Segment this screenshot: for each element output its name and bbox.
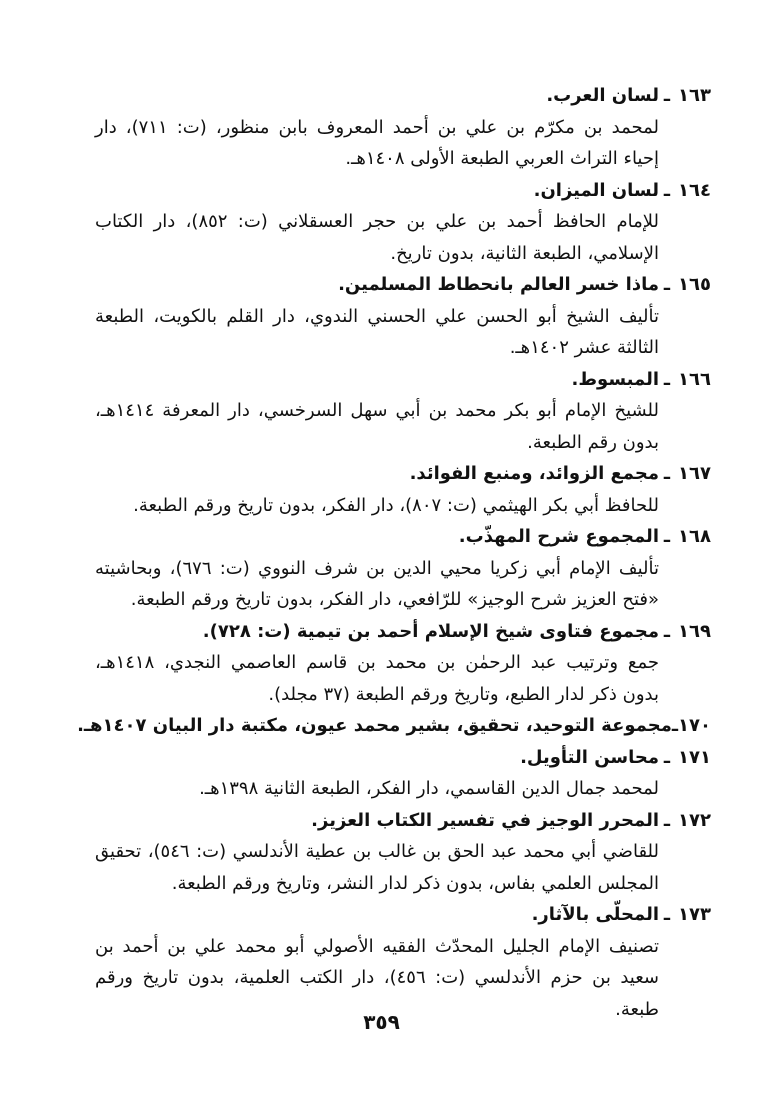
- entry-heading: [95, 269, 711, 301]
- entry-heading: [95, 175, 711, 207]
- bibliography-entry-171: [95, 742, 711, 805]
- entry-number: ١٦٥: [678, 274, 711, 295]
- entry-dash: ـ: [663, 526, 671, 547]
- entry-number: ١٧٢: [678, 809, 711, 831]
- bibliography-page: [77, 80, 711, 1020]
- entry-heading: [77, 710, 711, 742]
- entry-dash: ـ: [663, 85, 671, 106]
- entry-title: لسان الميزان.: [533, 179, 659, 201]
- bibliography-entry-173: [95, 899, 711, 1025]
- entry-description: للإمام الحافظ أحمد بن علي بن حجر العسقلاني (ت: ٨٥٢)، دار الكتاب الإسلامي، الطبعة الثانية، بدون تاريخ.: [95, 211, 659, 264]
- entry-title: محاسن التأويل.: [520, 746, 659, 768]
- bibliography-entry-164: [95, 175, 711, 270]
- entry-number: ١٦٣: [678, 85, 711, 106]
- entry-title: ماذا خسر العالم بانحطاط المسلمين.: [338, 274, 659, 295]
- entry-number: ١٧٠: [678, 715, 711, 736]
- entry-heading: [95, 364, 711, 396]
- entry-description: جمع وترتيب عبد الرحمٰن بن محمد بن قاسم العاصمي النجدي، ١٤١٨هـ، بدون ذكر لدار الطبع، وتاريخ ورقم الطبعة (٣٧ مجلد).: [95, 652, 659, 705]
- bibliography-entry-167: [95, 458, 711, 521]
- entry-description: لمحمد بن مكرّم بن علي بن أحمد المعروف بابن منظور، (ت: ٧١١)، دار إحياء التراث العربي الطبعة الأولى ١٤٠٨هـ.: [95, 116, 659, 169]
- entry-dash: ـ: [663, 179, 671, 201]
- bibliography-entry-170: [77, 710, 711, 742]
- entry-number: ١٧١: [678, 746, 711, 768]
- entry-description: لمحمد جمال الدين القاسمي، دار الفكر، الطبعة الثانية ١٣٩٨هـ.: [199, 778, 659, 799]
- entry-dash: ـ: [663, 904, 671, 925]
- bibliography-entry-163: [95, 80, 711, 175]
- entry-number: ١٦٦: [678, 368, 711, 390]
- entry-title: المبسوط.: [571, 368, 659, 390]
- entry-number: ١٦٩: [678, 620, 711, 642]
- bibliography-entry-165: [95, 269, 711, 364]
- entry-title: لسان العرب.: [546, 85, 659, 106]
- entry-number: ١٦٨: [678, 526, 711, 547]
- entry-description: تأليف الإمام أبي زكريا محيي الدين بن شرف النووي (ت: ٦٧٦)، وبحاشيته «فتح العزيز شرح الوجيز» للرّافعي، دار الفكر، بدون تاريخ ورقم الطبعة.: [95, 557, 659, 610]
- entry-dash: ـ: [663, 620, 671, 642]
- entry-description: للشيخ الإمام أبو بكر محمد بن أبي سهل السرخسي، دار المعرفة ١٤١٤هـ، بدون رقم الطبعة.: [95, 400, 659, 453]
- entry-description: تصنيف الإمام الجليل المحدّث الفقيه الأصولي أبو محمد علي بن أحمد بن سعيد بن حزم الأندلسي (ت: ٤٥٦)، دار الكتب العلمية، بدون تاريخ ورقم طبعة.: [95, 935, 659, 1020]
- entry-description: للقاضي أبي محمد عبد الحق بن غالب بن عطية الأندلسي (ت: ٥٤٦)، تحقيق المجلس العلمي بفاس، بدون ذكر لدار النشر، وتاريخ ورقم الطبعة.: [95, 841, 659, 894]
- entry-title: مجموع فتاوى شيخ الإسلام أحمد بن تيمية (ت: ٧٢٨).: [202, 620, 659, 642]
- entry-number: ١٦٧: [678, 463, 711, 484]
- bibliography-entry-172: [95, 805, 711, 900]
- bibliography-entry-166: [95, 364, 711, 459]
- entry-heading: [95, 458, 711, 490]
- entry-heading: [95, 80, 711, 112]
- page-number: ٣٥٩: [363, 1010, 400, 1034]
- entry-heading: [95, 521, 711, 553]
- bibliography-entry-168: [95, 521, 711, 616]
- entry-heading: [95, 742, 711, 774]
- entry-dash: ـ: [663, 368, 671, 390]
- entry-dash: ـ: [663, 809, 671, 831]
- entry-dash: ـ: [663, 463, 671, 484]
- bibliography-entry-169: [95, 616, 711, 711]
- entry-title: مجمع الزوائد، ومنبع الفوائد.: [409, 463, 659, 484]
- entry-dash: ـ: [663, 274, 671, 295]
- entry-title: المحرر الوجيز في تفسير الكتاب العزيز.: [311, 809, 659, 831]
- entry-title: المجموع شرح المهذّب.: [458, 526, 659, 547]
- entry-description: تأليف الشيخ أبو الحسن علي الحسني الندوي، دار القلم بالكويت، الطبعة الثالثة عشر ١٤٠٢هـ.: [95, 305, 659, 358]
- entry-dash: ـ: [663, 746, 671, 768]
- entry-description: للحافظ أبي بكر الهيثمي (ت: ٨٠٧)، دار الفكر، بدون تاريخ ورقم الطبعة.: [133, 494, 659, 516]
- entry-heading: [95, 616, 711, 648]
- entry-number: ١٦٤: [678, 179, 711, 201]
- entry-heading: [95, 805, 711, 837]
- entry-heading: [95, 899, 711, 931]
- entry-title: المحلّى بالآثار.: [531, 904, 659, 925]
- entry-number: ١٧٣: [678, 904, 711, 925]
- entry-dash: ـ: [671, 715, 679, 736]
- entry-title: مجموعة التوحيد، تحقيق، بشير محمد عيون، مكتبة دار البيان ١٤٠٧هـ.: [77, 715, 672, 736]
